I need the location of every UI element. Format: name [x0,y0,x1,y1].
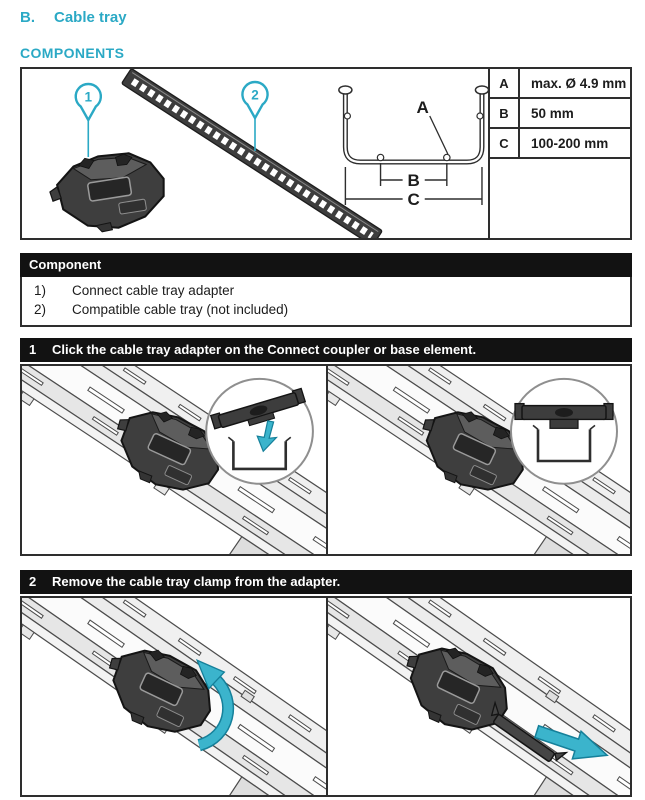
step-1-right-illustration [326,366,630,554]
dim-key: C [490,129,520,157]
dim-key: A [490,69,520,97]
step-2-right-svg [328,598,630,795]
step-2-left-svg [22,598,326,795]
cross-section-diagram [339,86,488,209]
list-item-label: Compatible cable tray (not included) [72,302,289,317]
components-box [20,67,632,240]
dim-label-c: C [407,190,420,209]
pin-2-number: 2 [251,87,259,103]
page-title [20,9,632,26]
step-1-number: 1 [29,342,37,357]
step-1-right-svg [328,366,630,554]
step-2-illustrations [20,596,632,797]
component-header-label: Component [29,257,102,272]
step-1-left-illustration [22,366,326,554]
table-row [490,69,630,99]
list-item [22,281,630,300]
components-illustration [22,69,488,238]
step-1-left-svg [22,366,326,554]
component-list [20,277,632,327]
step-2-instruction: Remove the cable tray clamp from the adapter. [52,574,341,589]
inset-detail-circle [206,379,313,484]
dim-label-a: A [416,98,429,117]
step-1-instruction: Click the cable tray adapter on the Connect coupler or base element. [52,342,477,357]
step-1-illustrations [20,364,632,556]
table-row [490,99,630,129]
list-item-number: 1) [34,283,47,298]
table-row [490,129,630,159]
dim-value: 50 mm [531,105,574,121]
dim-key: B [490,99,520,127]
dim-label-b: B [407,171,420,190]
component-list-header [20,253,632,277]
section-title: Cable tray [54,9,127,26]
dim-value: max. Ø 4.9 mm [531,75,627,91]
step-2-number: 2 [29,574,37,589]
adapter-illustration [50,153,164,232]
callout-pin-2 [242,82,267,151]
step-2-right-illustration [326,598,630,795]
table-empty-area [490,159,630,238]
components-illustration-svg [22,69,488,238]
list-item [22,300,630,319]
dim-value: 100-200 mm [531,135,609,151]
step-2-header [20,570,632,594]
list-item-label: Connect cable tray adapter [72,283,235,298]
dimension-table [488,69,630,238]
inset-detail-circle [511,379,617,484]
step-1-header [20,338,632,362]
section-label: B. [20,9,35,26]
list-item-number: 2) [34,302,47,317]
pin-1-number: 1 [84,89,93,105]
step-2-left-illustration [22,598,326,795]
components-heading: COMPONENTS [20,45,125,61]
callout-pin-1 [76,84,101,157]
